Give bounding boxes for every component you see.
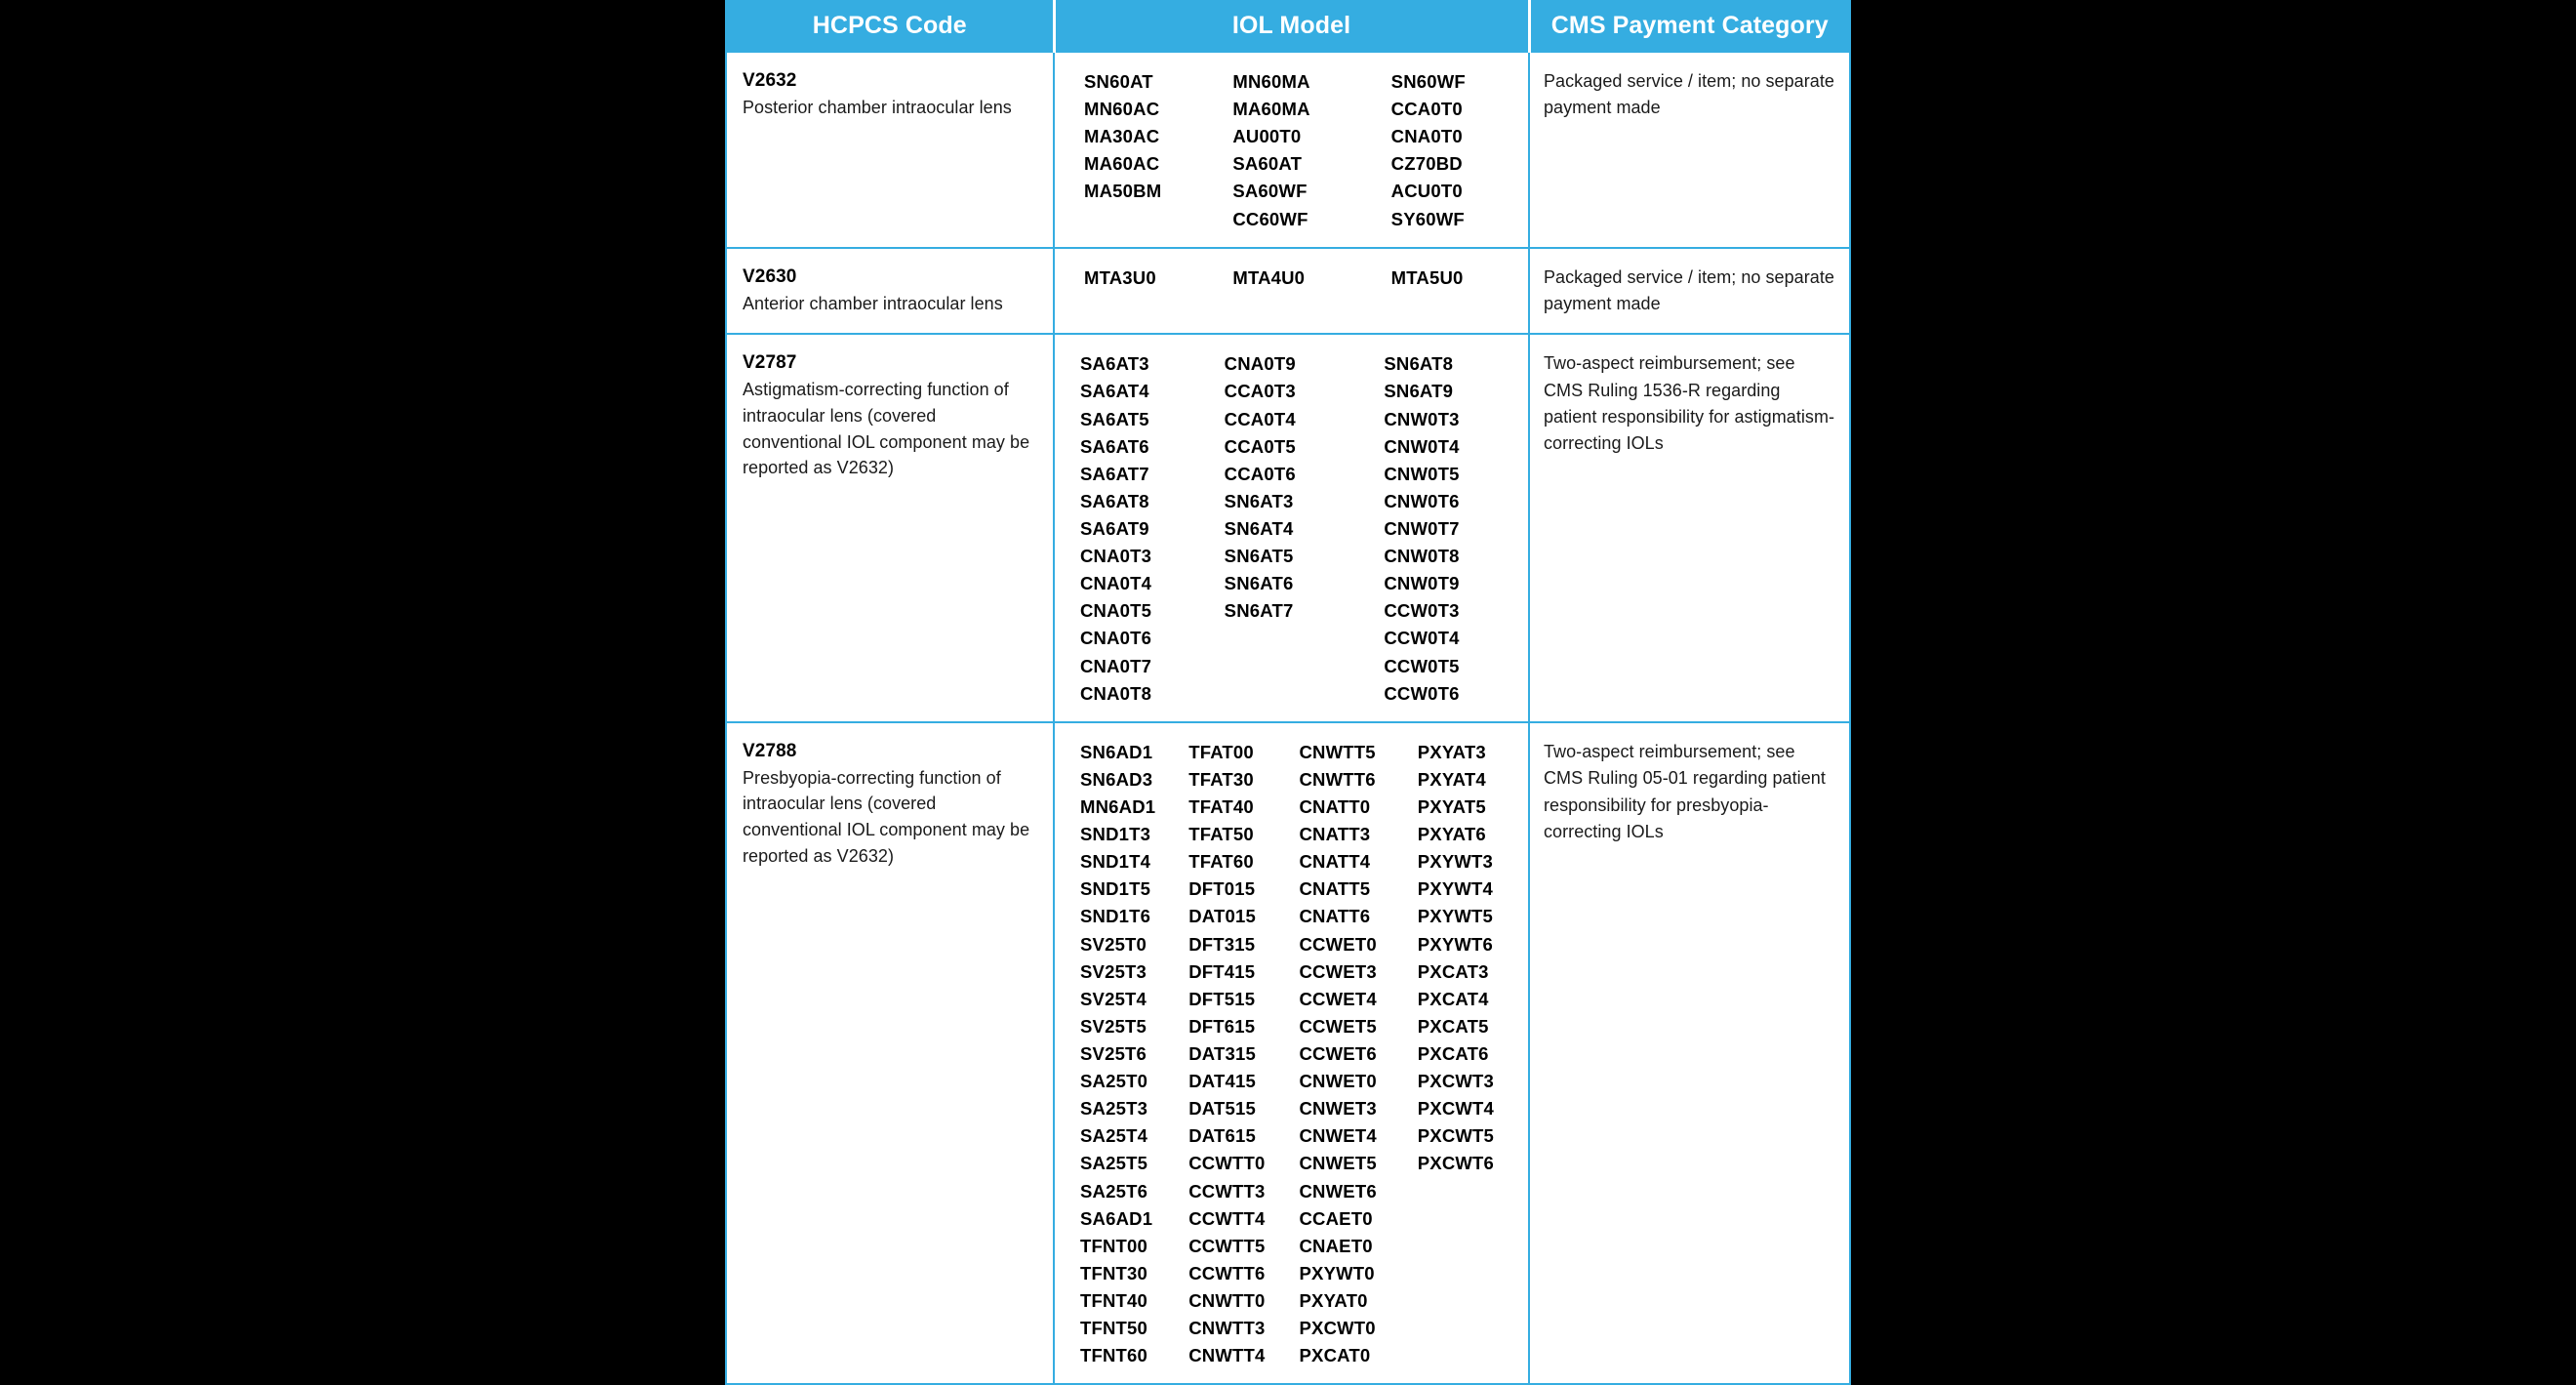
iol-model-code: TFNT50 (1080, 1318, 1148, 1339)
iol-model-code: CCWTT5 (1188, 1235, 1266, 1256)
iol-model-code: CNW0T3 (1384, 408, 1460, 429)
iol-model-code: CNW0T4 (1384, 435, 1460, 457)
cms-payment-category-value: Packaged service / item; no separate payment made (1544, 266, 1834, 314)
table-row (726, 248, 1850, 335)
iol-model-code: SY60WF (1390, 208, 1465, 229)
iol-model-code: SN6AT5 (1224, 546, 1294, 567)
iol-model-code: CCW0T5 (1384, 655, 1460, 676)
iol-model-code: CNWET4 (1299, 1125, 1377, 1147)
iol-model-column (1067, 68, 1211, 206)
iol-model-code: CNA0T3 (1080, 546, 1152, 567)
iol-model-code: CNW0T7 (1384, 518, 1460, 540)
iol-model-code: TFNT60 (1080, 1345, 1148, 1366)
iol-model-code: MTA3U0 (1084, 266, 1156, 288)
letterbox-right (1849, 0, 2576, 1117)
iol-model-code: SN6AT7 (1224, 600, 1294, 622)
iol-model-code: PXYAT3 (1417, 741, 1486, 762)
iol-model-code: TFNT00 (1080, 1235, 1148, 1256)
iol-model-code: PXCWT4 (1417, 1098, 1495, 1120)
iol-model-code: SA6AT3 (1080, 353, 1149, 375)
iol-model-code: CNA0T9 (1224, 353, 1296, 375)
iol-model-code: SA6AT4 (1080, 381, 1149, 402)
iol-model-code: CCWET4 (1299, 988, 1377, 1009)
iol-model-column (1181, 739, 1289, 1370)
iol-model-code: SV25T4 (1080, 988, 1147, 1009)
iol-model-code: SN6AT8 (1384, 353, 1454, 375)
iol-model-code: PXYAT6 (1417, 824, 1486, 845)
cell-iol-models (1054, 722, 1529, 1385)
iol-model-column-group (1067, 265, 1518, 292)
iol-model-code: SN6AT4 (1224, 518, 1294, 540)
iol-model-code: TFNT40 (1080, 1289, 1148, 1311)
iol-model-code: CCA0T5 (1224, 435, 1296, 457)
slide-canvas (725, 0, 1849, 1366)
iol-model-code: PXYAT4 (1417, 768, 1486, 790)
cell-cms-payment-category (1529, 248, 1850, 335)
iol-model-code: CNWTT6 (1299, 768, 1376, 790)
iol-model-column (1211, 68, 1359, 233)
iol-model-code: CNA0T7 (1080, 655, 1152, 676)
iol-model-code: DFT015 (1188, 878, 1256, 900)
cell-cms-payment-category (1529, 52, 1850, 248)
iol-model-code: SA6AT5 (1080, 408, 1149, 429)
iol-model-code: PXCWT0 (1299, 1318, 1376, 1339)
iol-model-code: SN6AD1 (1080, 741, 1153, 762)
iol-model-code: CCWET5 (1299, 1015, 1377, 1037)
iol-model-code: CCWTT0 (1188, 1153, 1266, 1174)
cell-iol-models (1054, 52, 1529, 248)
iol-model-code: SA6AT9 (1080, 518, 1149, 540)
iol-model-code: SND1T5 (1080, 878, 1151, 900)
iol-model-code: CCAET0 (1299, 1207, 1373, 1229)
iol-model-code: MA30AC (1084, 126, 1160, 147)
iol-model-code: CCA0T3 (1224, 381, 1296, 402)
iol-model-code: PXCAT5 (1417, 1015, 1489, 1037)
iol-model-code: TFNT30 (1080, 1262, 1148, 1283)
iol-model-code: MA50BM (1084, 181, 1162, 202)
iol-model-column-group (1067, 350, 1518, 707)
iol-model-code: DAT415 (1188, 1071, 1256, 1092)
iol-model-code: CCWTT4 (1188, 1207, 1266, 1229)
table-row (726, 52, 1850, 248)
iol-model-code: AU00T0 (1232, 126, 1302, 147)
iol-model-code: CNWET3 (1299, 1098, 1377, 1120)
iol-model-code: SND1T3 (1080, 824, 1151, 845)
cms-payment-category-value: Two-aspect reimbursement; see CMS Ruling 1536-R regarding patient responsibility for astigmatism-correcting IOLs (1544, 353, 1835, 454)
letterbox-left (0, 0, 725, 1117)
cms-payment-category-value: Two-aspect reimbursement; see CMS Ruling 05-01 regarding patient responsibility for presbyopia-correcting IOLs (1544, 741, 1826, 841)
iol-model-code: CNWTT5 (1299, 741, 1376, 762)
column-header-cms-payment-category: CMS Payment Category (1529, 1, 1850, 52)
cms-payment-category-value: Packaged service / item; no separate payment made (1544, 71, 1834, 118)
iol-model-column (1358, 350, 1518, 707)
iol-model-code: DFT315 (1188, 933, 1256, 955)
iol-model-code: CNW0T6 (1384, 490, 1460, 511)
cell-cms-payment-category (1529, 334, 1850, 721)
iol-model-code: MTA4U0 (1232, 266, 1306, 288)
iol-model-code: CZ70BD (1390, 153, 1463, 175)
iol-model-code: CNA0T4 (1080, 573, 1152, 594)
iol-model-code: PXYWT6 (1417, 933, 1494, 955)
iol-model-column (1215, 350, 1359, 625)
iol-model-code: PXYWT5 (1417, 906, 1494, 927)
iol-model-code: SN60AT (1084, 71, 1153, 92)
cell-hcpcs-code (726, 52, 1054, 248)
iol-model-code: PXYWT4 (1417, 878, 1494, 900)
table-row (726, 334, 1850, 721)
iol-model-code: CNA0T0 (1390, 126, 1463, 147)
iol-model-code: SN6AT9 (1384, 381, 1454, 402)
iol-model-code: TFAT40 (1188, 796, 1254, 818)
column-header-hcpcs-code: HCPCS Code (726, 1, 1054, 52)
iol-model-code: DFT515 (1188, 988, 1256, 1009)
iol-model-code: CCW0T4 (1384, 628, 1460, 649)
iol-model-code: DAT515 (1188, 1098, 1256, 1120)
iol-model-code: SV25T3 (1080, 960, 1147, 982)
iol-model-code: CCWTT6 (1188, 1262, 1266, 1283)
iol-model-code: CNAET0 (1299, 1235, 1373, 1256)
iol-model-code: PXCAT3 (1417, 960, 1489, 982)
table-body (726, 52, 1850, 1384)
iol-model-code: PXYWT0 (1299, 1262, 1375, 1283)
iol-model-code: CNWTT4 (1188, 1345, 1266, 1366)
iol-model-code: TFAT50 (1188, 824, 1254, 845)
iol-model-code: SN6AT3 (1224, 490, 1294, 511)
iol-model-code: SA6AD1 (1080, 1207, 1153, 1229)
iol-model-code: MA60MA (1232, 99, 1310, 120)
iol-model-code: CNW0T9 (1384, 573, 1460, 594)
iol-model-code: CNATT5 (1299, 878, 1371, 900)
iol-model-code: MN60AC (1084, 99, 1160, 120)
iol-model-code: DAT615 (1188, 1125, 1256, 1147)
cell-hcpcs-code (726, 334, 1054, 721)
iol-model-code: SA60AT (1232, 153, 1303, 175)
iol-model-code: CCWET6 (1299, 1043, 1377, 1064)
iol-model-code: MA60AC (1084, 153, 1160, 175)
iol-model-code: PXCAT4 (1417, 988, 1489, 1009)
iol-model-code: CCW0T3 (1384, 600, 1460, 622)
column-header-iol-model: IOL Model (1054, 1, 1529, 52)
iol-model-code: SV25T5 (1080, 1015, 1147, 1037)
iol-model-column (1211, 265, 1359, 292)
iol-model-code: CCWTT3 (1188, 1180, 1266, 1202)
iol-model-code: PXCAT6 (1417, 1043, 1489, 1064)
iol-model-code: SA6AT7 (1080, 463, 1149, 484)
iol-model-code: SV25T6 (1080, 1043, 1147, 1064)
iol-model-column (1067, 739, 1181, 1370)
iol-model-code: CNWET0 (1299, 1071, 1377, 1092)
iol-model-code: DFT415 (1188, 960, 1256, 982)
iol-model-code: MN6AD1 (1080, 796, 1156, 818)
iol-model-code: CNWET6 (1299, 1180, 1377, 1202)
iol-model-code: SV25T0 (1080, 933, 1147, 955)
iol-model-code: MTA5U0 (1390, 266, 1464, 288)
iol-model-code: TFAT30 (1188, 768, 1254, 790)
iol-model-code: DAT315 (1188, 1043, 1256, 1064)
iol-model-code: PXCWT5 (1417, 1125, 1495, 1147)
iol-model-code: CNATT4 (1299, 851, 1371, 873)
iol-model-column (1360, 265, 1518, 292)
iol-model-code: SA25T6 (1080, 1180, 1148, 1202)
iol-model-code: CNA0T8 (1080, 682, 1152, 704)
table-header-row (726, 1, 1850, 52)
iol-model-code: TFAT60 (1188, 851, 1254, 873)
iol-model-code: PXCWT3 (1417, 1071, 1495, 1092)
iol-model-column-group (1067, 68, 1518, 233)
iol-model-code: CCWET0 (1299, 933, 1377, 955)
iol-model-code: CNWET5 (1299, 1153, 1377, 1174)
iol-model-code: SN6AT6 (1224, 573, 1294, 594)
iol-model-code: SN6AD3 (1080, 768, 1153, 790)
hcpcs-code-description: Astigmatism-correcting function of intraocular lens (covered conventional IOL component may be reported as V2632) (743, 380, 1030, 478)
iol-model-code: CCA0T6 (1224, 463, 1296, 484)
iol-model-code: CNWTT0 (1188, 1289, 1266, 1311)
iol-model-code: CNATT6 (1299, 906, 1371, 927)
iol-model-code: PXYWT3 (1417, 851, 1494, 873)
iol-model-column (1360, 68, 1518, 233)
iol-model-code: CNATT3 (1299, 824, 1371, 845)
hcpcs-code-value: V2787 (743, 352, 797, 374)
cell-cms-payment-category (1529, 722, 1850, 1385)
iol-model-code: CNW0T8 (1384, 546, 1460, 567)
iol-model-code: SA6AT6 (1080, 435, 1149, 457)
table-row (726, 722, 1850, 1385)
iol-model-code: CCWET3 (1299, 960, 1377, 982)
iol-model-code: PXCAT0 (1299, 1345, 1371, 1366)
hcpcs-code-description: Anterior chamber intraocular lens (743, 293, 1003, 313)
iol-model-code: MN60MA (1232, 71, 1310, 92)
iol-model-column (1290, 739, 1400, 1370)
iol-model-code: TFAT00 (1188, 741, 1254, 762)
iol-model-code: DFT615 (1188, 1015, 1256, 1037)
cell-iol-models (1054, 334, 1529, 721)
iol-model-code: CC60WF (1232, 208, 1308, 229)
iol-model-code: CNW0T5 (1384, 463, 1460, 484)
iol-model-code: CNA0T5 (1080, 600, 1152, 622)
iol-model-code: CCW0T6 (1384, 682, 1460, 704)
iol-model-code: SND1T4 (1080, 851, 1151, 873)
cell-hcpcs-code (726, 722, 1054, 1385)
iol-model-code: SN60WF (1390, 71, 1466, 92)
iol-model-code: SA6AT8 (1080, 490, 1149, 511)
hcpcs-code-description: Presbyopia-correcting function of intraocular lens (covered conventional IOL component may be reported as V2632) (743, 767, 1030, 866)
iol-model-code: CNA0T6 (1080, 628, 1152, 649)
cell-iol-models (1054, 248, 1529, 335)
hcpcs-code-value: V2788 (743, 740, 797, 761)
iol-model-code: CNATT0 (1299, 796, 1371, 818)
iol-model-code: SA25T0 (1080, 1071, 1148, 1092)
iol-model-code: PXYAT5 (1417, 796, 1486, 818)
hcpcs-code-value: V2630 (743, 265, 797, 287)
iol-model-column (1400, 739, 1518, 1178)
hcpcs-code-value: V2632 (743, 70, 797, 91)
iol-model-code: DAT015 (1188, 906, 1256, 927)
iol-model-code: PXYAT0 (1299, 1289, 1368, 1311)
iol-model-code: CNWTT3 (1188, 1318, 1266, 1339)
iol-model-code: SA60WF (1232, 181, 1308, 202)
iol-model-code: SND1T6 (1080, 906, 1151, 927)
hcpcs-code-description: Posterior chamber intraocular lens (743, 97, 1012, 117)
iol-model-column (1067, 265, 1211, 292)
table-header (726, 1, 1850, 52)
iol-model-code: SA25T5 (1080, 1153, 1148, 1174)
iol-model-code: SA25T3 (1080, 1098, 1148, 1120)
cell-hcpcs-code (726, 248, 1054, 335)
iol-model-code: PXCWT6 (1417, 1153, 1495, 1174)
iol-model-code: SA25T4 (1080, 1125, 1148, 1147)
iol-model-code: ACU0T0 (1390, 181, 1463, 202)
iol-hcpcs-table (725, 0, 1851, 1385)
iol-model-column (1067, 350, 1215, 707)
iol-model-column-group (1067, 739, 1518, 1370)
iol-model-code: CCA0T0 (1390, 99, 1463, 120)
iol-model-code: CCA0T4 (1224, 408, 1296, 429)
